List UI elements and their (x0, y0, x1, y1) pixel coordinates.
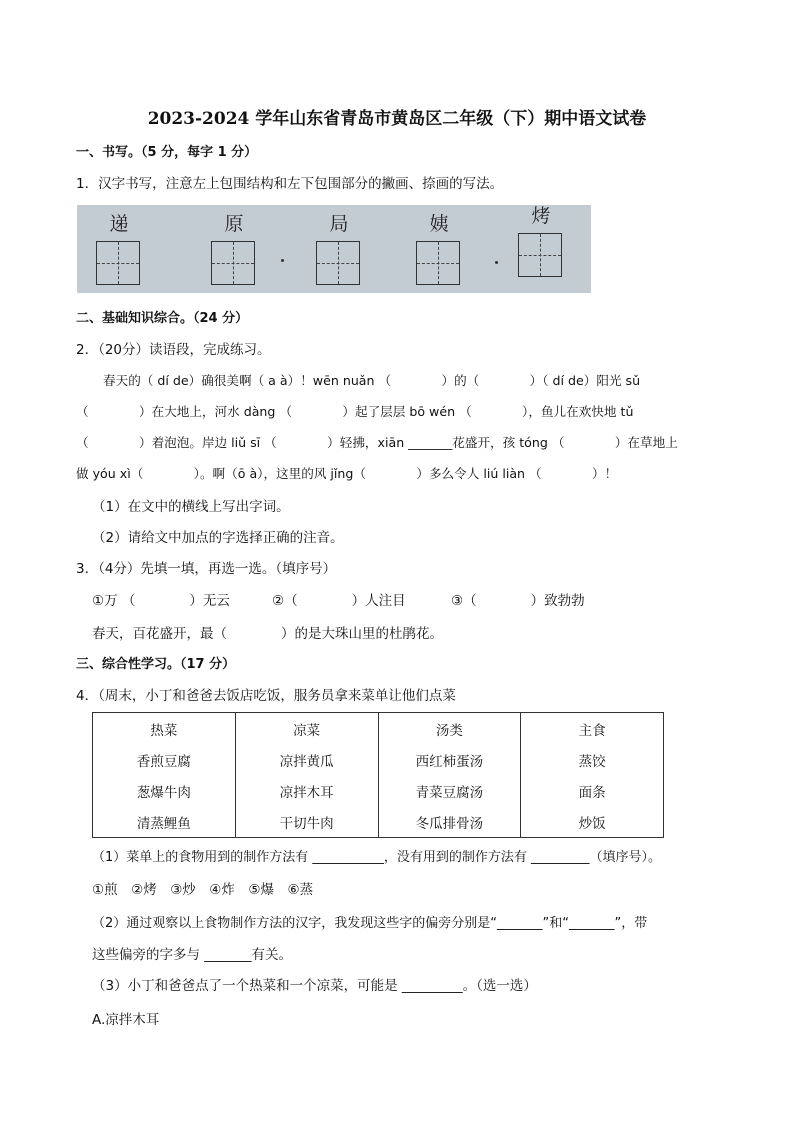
tian-grid-box[interactable] (316, 241, 360, 285)
table-cell: 清蒸鲤鱼 (93, 806, 236, 838)
table-row (93, 744, 664, 775)
q2-paragraph-line-1: 春天的（ dí de）确很美啊（ a à）！wēn nuǎn （ ）的（ ）（ dí de）阳光 sǔ (103, 373, 641, 388)
menu-table (92, 712, 664, 838)
q4-methods-list: ①煎 ②烤 ③炒 ④炸 ⑤爆 ⑥蒸 (92, 882, 314, 898)
table-cell: 香煎豆腐 (93, 744, 236, 775)
model-char: 姨 (429, 213, 449, 235)
writing-grid-strip (77, 205, 591, 293)
writing-cell-2 (194, 205, 274, 293)
q2-paragraph-line-4: 做 yóu xì（ ）。啊（ō à），这里的风 jǐng（ ）多么令人 liú liàn （ ）！ (76, 466, 618, 481)
table-header-row (93, 713, 664, 745)
q2-sub-2: （2）请给文中加点的字选择正确的注音。 (92, 530, 344, 546)
q2-paragraph-line-3: （ ）着泡泡。岸边 liǔ sī （ ）轻拂，xiān _______花盛开，孩 tóng （ ）在草地上 (76, 435, 678, 450)
q4-option-a: A.凉拌木耳 (92, 1012, 160, 1028)
table-cell: 凉拌木耳 (235, 775, 378, 806)
table-cell: 干切牛肉 (235, 806, 378, 838)
table-cell: 葱爆牛肉 (93, 775, 236, 806)
q4-sub-2a: （2）通过观察以上食物制作方法的汉字，我发现这些字的偏旁分别是“_______”和“_______”，带 (92, 916, 648, 931)
model-char: 烤 (531, 205, 551, 227)
q1-prompt: 1．汉字书写，注意左上包围结构和左下包围部分的撇画、捺画的写法。 (76, 176, 504, 192)
table-cell: 面条 (521, 775, 664, 806)
table-header-cell: 汤类 (378, 713, 521, 745)
q3-option-3: ③（ ）致勃勃 (451, 593, 585, 609)
model-char: 局 (329, 213, 349, 235)
section-2-heading: 二、基础知识综合。（24 分） (76, 311, 249, 326)
model-char: 递 (109, 213, 129, 235)
tian-grid-box[interactable] (518, 233, 562, 277)
q4-sub-1: （1）菜单上的食物用到的制作方法有 ___________，没有用到的制作方法有 _________（填序号）。 (92, 850, 662, 865)
q4-heading: 4．（周末，小丁和爸爸去饭店吃饭，服务员拿来菜单让他们点菜 (76, 688, 456, 704)
table-header-cell: 凉菜 (235, 713, 378, 745)
q2-heading: 2．（20分）读语段，完成练习。 (76, 342, 271, 358)
q3-option-1: ①万 （ ）无云 (92, 593, 230, 609)
writing-cell-5 (501, 197, 581, 285)
smudge-dot (495, 261, 498, 264)
table-cell: 蒸饺 (521, 744, 664, 775)
table-cell: 冬瓜排骨汤 (378, 806, 521, 838)
q4-sub-2b: 这些偏旁的字多与 _______有关。 (92, 947, 293, 963)
smudge-dot (281, 259, 284, 262)
tian-grid-box[interactable] (416, 241, 460, 285)
section-3-heading: 三、综合性学习。（17 分） (76, 657, 236, 672)
table-cell: 西红柿蛋汤 (378, 744, 521, 775)
table-row (93, 806, 664, 838)
table-header-cell: 主食 (521, 713, 664, 745)
q4-sub-3: （3）小丁和爸爸点了一个热菜和一个凉菜，可能是 _________。（选一选） (92, 978, 537, 994)
q3-option-2: ②（ ）人注目 (272, 593, 406, 609)
table-cell: 青菜豆腐汤 (378, 775, 521, 806)
table-cell: 炒饭 (521, 806, 664, 838)
writing-cell-1 (79, 205, 159, 293)
section-1-heading: 一、书写。（5 分，每字 1 分） (76, 145, 258, 160)
q3-sentence: 春天，百花盛开，最（ ）的是大珠山里的杜鹃花。 (92, 626, 443, 642)
page-title: 2023-2024 学年山东省青岛市黄岛区二年级（下）期中语文试卷 (147, 109, 647, 129)
table-row (93, 775, 664, 806)
writing-cell-4 (399, 205, 479, 293)
q2-paragraph-line-2: （ ）在大地上，河水 dàng （ ）起了层层 bō wén （ ），鱼儿在欢快地 tǔ (76, 404, 634, 419)
q2-sub-1: （1）在文中的横线上写出字词。 (92, 499, 290, 515)
table-cell: 凉拌黄瓜 (235, 744, 378, 775)
tian-grid-box[interactable] (211, 241, 255, 285)
q3-heading: 3．（4分）先填一填，再选一选。（填序号） (76, 561, 337, 577)
table-header-cell: 热菜 (93, 713, 236, 745)
writing-cell-3 (299, 205, 379, 293)
tian-grid-box[interactable] (96, 241, 140, 285)
model-char: 原 (224, 213, 244, 235)
